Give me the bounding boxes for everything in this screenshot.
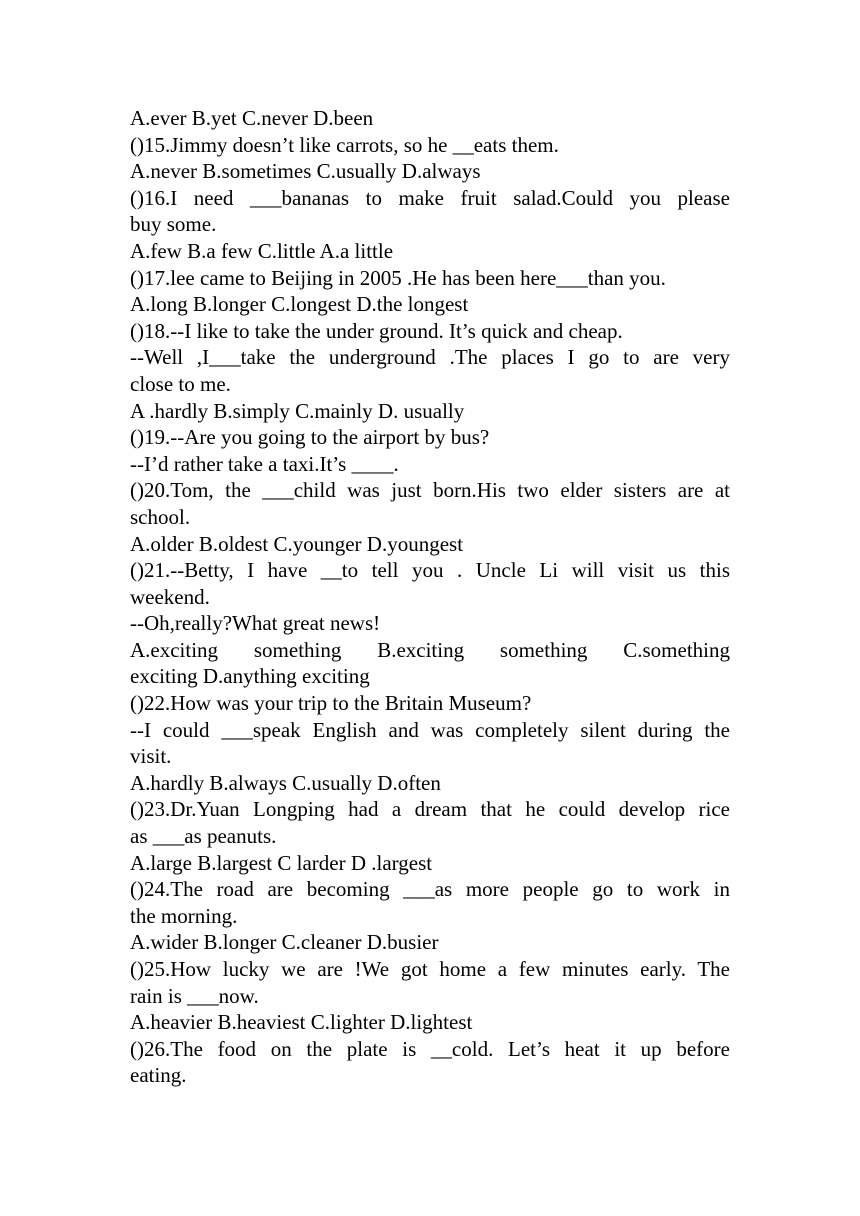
text-line: close to me. (130, 371, 231, 396)
text-line: as ___as peanuts. (130, 824, 277, 849)
text-line: A.wider B.longer C.cleaner D.busier (130, 930, 439, 955)
text-line: the morning. (130, 903, 238, 928)
text-line: ()17.lee came to Beijing in 2005 .He has been here___than you. (130, 265, 666, 290)
text-line: A.ever B.yet C.never D.been (130, 106, 374, 130)
text-line: ()22.How was your trip to the Britain Museum? (130, 691, 532, 716)
text-line: A.exciting something B.exciting something C.something (130, 637, 730, 662)
text-line: ()19.--Are you going to the airport by bus? (130, 425, 490, 450)
text-line: buy some. (130, 212, 217, 237)
text-line: A.never B.sometimes C.usually D.always (130, 159, 481, 184)
text-line: rain is ___now. (130, 983, 259, 1008)
text-line: A.few B.a few C.little A.a little (130, 238, 394, 263)
text-line: ()15.Jimmy doesn’t like carrots, so he __eats them. (130, 132, 559, 157)
text-line: --I could ___speak English and was completely silent during the (130, 717, 730, 742)
text-line: ()24.The road are becoming ___as more people go to work in (130, 877, 730, 902)
text-line: A.heavier B.heaviest C.lighter D.lightest (130, 1010, 473, 1035)
text-line: exciting D.anything exciting (130, 664, 370, 689)
text-line: ()25.How lucky we are !We got home a few minutes early. The (130, 957, 730, 981)
exercise-text (130, 105, 730, 1089)
text-line: ()26.The food on the plate is __cold. Let’s heat it up before (130, 1036, 730, 1061)
text-line: --Oh,really?What great news! (130, 611, 381, 636)
text-line: --I’d rather take a taxi.It’s ____. (130, 451, 399, 476)
text-line: weekend. (130, 584, 210, 609)
text-line: ()20.Tom, the ___child was just born.His two elder sisters are at (130, 478, 730, 503)
text-line: A.long B.longer C.longest D.the longest (130, 292, 469, 317)
text-line: ()16.I need ___bananas to make fruit salad.Could you please (130, 185, 730, 210)
text-line: A.hardly B.always C.usually D.often (130, 770, 441, 795)
text-line: eating. (130, 1063, 187, 1088)
text-line: visit. (130, 744, 172, 769)
text-line: A.large B.largest C larder D .largest (130, 850, 433, 875)
text-line: ()23.Dr.Yuan Longping had a dream that he could develop rice (130, 797, 730, 822)
text-line: A.older B.oldest C.younger D.youngest (130, 531, 464, 556)
text-line: --Well ,I___take the underground .The places I go to are very (130, 345, 730, 370)
text-line: ()21.--Betty, I have __to tell you . Uncle Li will visit us this (130, 558, 730, 583)
text-line: ()18.--I like to take the under ground. It’s quick and cheap. (130, 318, 623, 343)
text-line: school. (130, 504, 191, 529)
text-line: A .hardly B.simply C.mainly D. usually (130, 398, 465, 423)
